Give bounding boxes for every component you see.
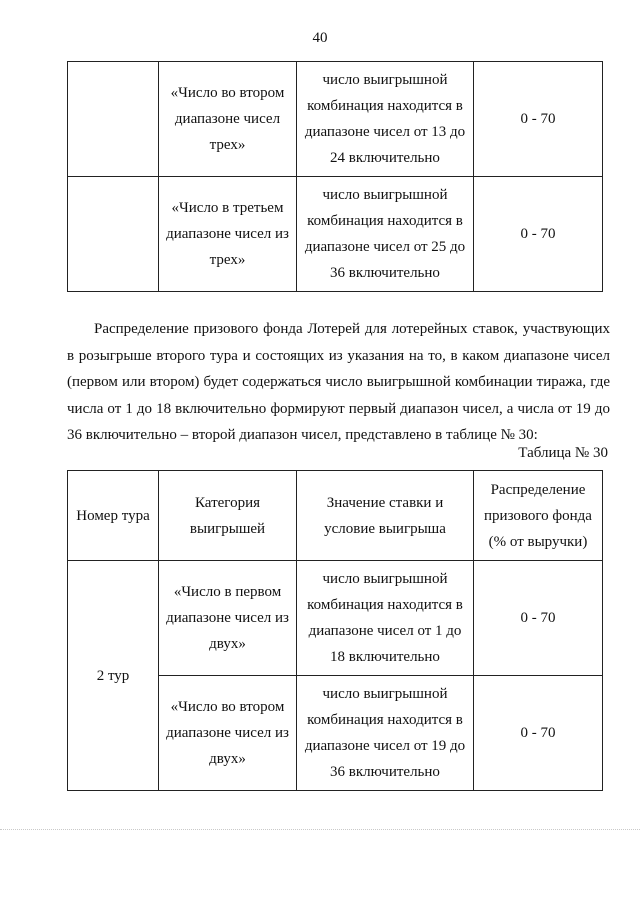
condition-cell: число выигрышной комбинация находится в диапазоне чисел от 25 до 36 включительно — [297, 177, 474, 292]
scan-artifact-line — [0, 829, 640, 831]
table-row — [68, 177, 603, 292]
table-header-row — [68, 471, 603, 561]
header-distribution: Распределение призового фонда (% от выручки) — [474, 471, 603, 561]
distribution-cell: 0 - 70 — [474, 177, 603, 292]
table-row — [68, 62, 603, 177]
page-number: 40 — [312, 30, 328, 46]
table-30 — [67, 470, 603, 791]
category-cell: «Число во втором диапазоне чисел трех» — [159, 62, 297, 177]
table-row — [68, 561, 603, 676]
distribution-cell: 0 - 70 — [474, 676, 603, 791]
tour-cell — [68, 177, 159, 292]
distribution-cell: 0 - 70 — [474, 62, 603, 177]
distribution-cell: 0 - 70 — [474, 561, 603, 676]
header-category: Категория выигрышей — [159, 471, 297, 561]
table-caption: Таблица № 30 — [518, 445, 608, 461]
category-cell: «Число во втором диапазоне чисел из двух» — [159, 676, 297, 791]
tour-cell — [68, 62, 159, 177]
condition-cell: число выигрышной комбинация находится в диапазоне чисел от 13 до 24 включительно — [297, 62, 474, 177]
tour-cell: 2 тур — [68, 561, 159, 791]
body-paragraph: Распределение призового фонда Лотерей для лотерейных ставок, участвующих в розыгрыше второго тура и состоящих из указания на то, в каком диапазоне чисел (первом или втором) будет содержаться число выигрышной комбинации тиража, где числа от 1 до 18 включительно формируют первый диапазон чисел, а числа от 19 до 36 включительно – второй диапазон чисел, представлено в таблице № 30: — [67, 321, 610, 443]
condition-cell: число выигрышной комбинация находится в диапазоне чисел от 1 до 18 включительно — [297, 561, 474, 676]
category-cell: «Число в первом диапазоне чисел из двух» — [159, 561, 297, 676]
header-condition: Значение ставки и условие выигрыша — [297, 471, 474, 561]
header-tour: Номер тура — [68, 471, 159, 561]
category-cell: «Число в третьем диапазоне чисел из трех» — [159, 177, 297, 292]
continued-table — [67, 61, 603, 292]
condition-cell: число выигрышной комбинация находится в диапазоне чисел от 19 до 36 включительно — [297, 676, 474, 791]
